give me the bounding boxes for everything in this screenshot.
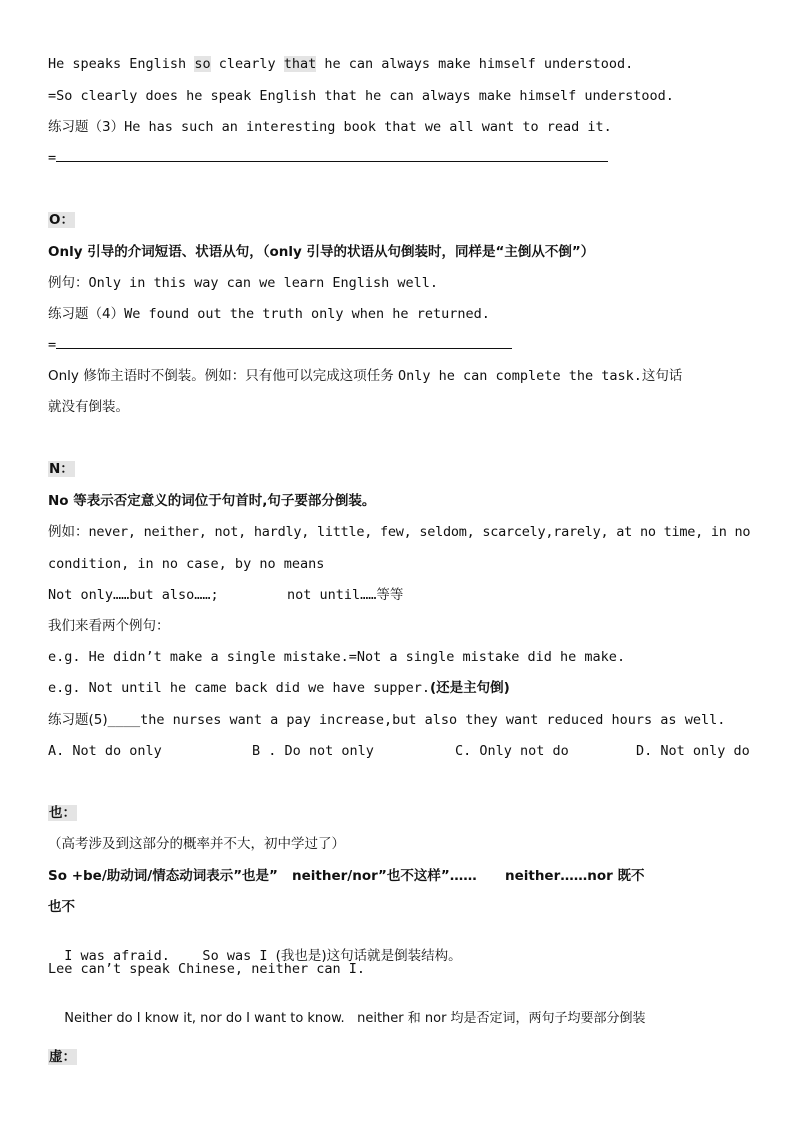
answer-blank-4[interactable] — [48, 336, 512, 354]
highlight-that: that — [283, 56, 317, 72]
section-header-text: O： — [49, 212, 74, 228]
example-text: not until…… — [287, 587, 377, 603]
sentence-part: clearly — [210, 56, 284, 72]
example-text: Not only……but also……; — [48, 587, 219, 603]
section-o-title: Only 引导的介词短语、状语从句，（only 引导的状语从句倒装时，同样是“主倒从不倒”） — [48, 244, 595, 260]
section-header-text: N： — [49, 461, 74, 477]
section-ye-title-line1: So +be/助动词/情态动词表示”也是” neither/nor”也不这样”…… neither……nor 既不 — [48, 868, 645, 884]
exercise-3 — [48, 118, 612, 136]
sentence-part: he can always make himself understood. — [316, 56, 634, 72]
example-text: e.g. Not until he came back did we have supper. — [48, 680, 431, 696]
section-o-header — [48, 211, 75, 229]
section-header-text: 虚： — [49, 1049, 76, 1065]
example-text: Only in this way can we learn English well. — [88, 275, 438, 291]
exercise-text: We found out the truth only when he returned. — [124, 306, 490, 322]
section-n-examples-line3b — [287, 586, 403, 604]
example-label: 例如： — [48, 524, 89, 540]
option-d[interactable]: D. Not only do — [636, 743, 750, 759]
section-n-intro: 我们来看两个例句： — [48, 618, 170, 634]
answer-blank-3[interactable] — [48, 149, 608, 167]
example-note: (我也是)这句话就是倒装结构。 — [275, 948, 462, 964]
section-n-eg2 — [48, 679, 510, 697]
section-ye-example-2: Lee can’t speak Chinese, neither can I. — [48, 961, 365, 977]
section-o-example — [48, 274, 438, 292]
example-note: (还是主句倒) — [430, 680, 510, 696]
sentence-part: He speaks English — [48, 56, 195, 72]
section-n-examples-line1 — [48, 523, 750, 541]
section-o-note-line1 — [48, 367, 682, 385]
exercise-text: He has such an interesting book that we all want to read it. — [124, 119, 612, 135]
note-example: Only he can complete the task. — [398, 368, 642, 384]
section-n-title: No 等表示否定意义的词位于句首时,句子要部分倒装。 — [48, 493, 376, 509]
section-ye-header — [48, 804, 77, 822]
section-n-examples-line2: condition, in no case, by no means — [48, 556, 325, 572]
section-ye-note: （高考涉及到这部分的概率并不大，初中学过了） — [48, 836, 345, 852]
exercise-label: 练习题（3） — [48, 119, 125, 135]
equals-sign: = — [48, 337, 57, 353]
exercise-5 — [48, 711, 725, 729]
section-ye-title-line2: 也不 — [48, 899, 75, 915]
section-n-eg1: e.g. He didn’t make a single mistake.=Not a single mistake did he make. — [48, 649, 626, 665]
exercise-4 — [48, 305, 490, 323]
example-sentence-1 — [48, 55, 633, 73]
example-text: I was afraid. So was I — [64, 948, 276, 964]
example-note: neither 和 nor 均是否定词，两句子均要部分倒装 — [357, 1011, 646, 1026]
option-b[interactable]: B . Do not only — [252, 743, 374, 759]
example-sentence-2: =So clearly does he speak English that he can always make himself understood. — [48, 88, 674, 104]
answer-line[interactable] — [56, 149, 608, 162]
answer-line[interactable] — [56, 336, 512, 349]
equals-sign: = — [48, 150, 57, 166]
section-xu-header — [48, 1048, 77, 1066]
exercise-text: ____the nurses want a pay increase,but also they want reduced hours as well. — [107, 712, 726, 728]
option-a[interactable]: A. Not do only — [48, 743, 162, 759]
highlight-so: so — [194, 56, 211, 72]
section-ye-example-3 — [48, 991, 646, 1028]
section-o-note-line2: 就没有倒装。 — [48, 399, 129, 415]
exercise-label: 练习题（4） — [48, 306, 125, 322]
example-text: Neither do I know it, nor do I want to know. — [64, 1011, 358, 1026]
section-n-examples-line3 — [48, 586, 219, 604]
example-text: never, neither, not, hardly, little, few, seldom, scarcely,rarely, at no time, in no — [88, 524, 751, 540]
section-n-header — [48, 460, 75, 478]
section-header-text: 也： — [49, 805, 76, 821]
example-label: 例句： — [48, 275, 89, 291]
note-text: Only 修饰主语时不倒装。例如：只有他可以完成这项任务 — [48, 368, 399, 384]
exercise-label: 练习题(5) — [48, 712, 108, 728]
option-c[interactable]: C. Only not do — [455, 743, 569, 759]
example-suffix: 等等 — [376, 587, 404, 603]
note-text: 这句话 — [641, 368, 683, 384]
